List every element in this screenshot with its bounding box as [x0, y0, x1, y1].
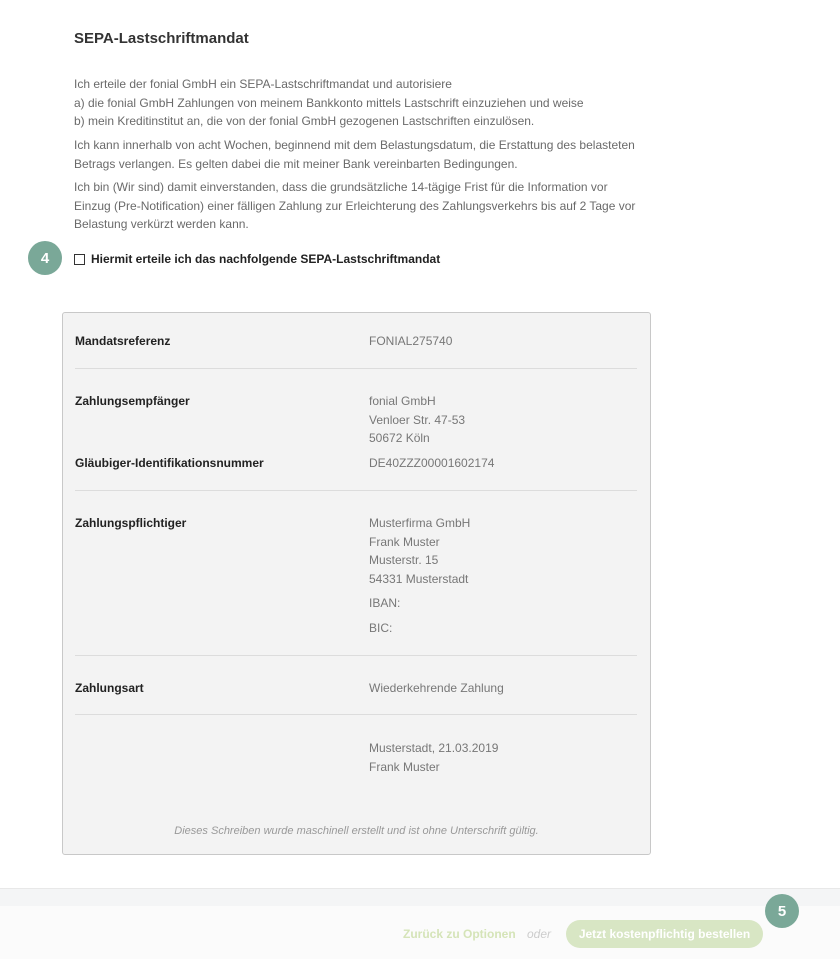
sepa-consent-checkbox[interactable]	[74, 254, 85, 265]
refund-text: Ich kann innerhalb von acht Wochen, beginnend mit dem Belastungsdatum, die Erstattung des belasteten Betrags verlangen. Es gelten dabei die mit meiner Bank vereinbarten Bedingungen.	[74, 138, 635, 171]
machine-generated-note: Dieses Schreiben wurde maschinell erstellt und ist ohne Unterschrift gültig.	[174, 825, 539, 837]
divider	[75, 655, 637, 656]
payee-address: fonial GmbH Venloer Str. 47-53 50672 Köln	[369, 394, 466, 445]
divider	[75, 714, 637, 715]
mandate-details-panel	[62, 312, 651, 855]
divider	[75, 368, 637, 369]
payment-type-value: Wiederkehrende Zahlung	[369, 681, 504, 695]
page-title: SEPA-Lastschriftmandat	[74, 30, 249, 47]
creditor-id-label: Gläubiger-Identifikationsnummer	[75, 456, 264, 470]
step-badge-5: 5	[765, 894, 799, 928]
payer-label: Zahlungspflichtiger	[75, 516, 187, 530]
signature-block: Musterstadt, 21.03.2019 Frank Muster	[369, 741, 499, 774]
bic-label: BIC:	[369, 620, 393, 635]
pre-notification-text: Ich bin (Wir sind) damit einverstanden, dass die grundsätzliche 14-tägige Frist für die Information vor Einzug (Pre-Notification) einer fälligen Zahlung zur Erleichterung des Zahlungsverkehrs bis auf 2 Tage vor Belastung verkürzt werden kann.	[74, 180, 636, 231]
back-to-options-link[interactable]: Zurück zu Optionen	[403, 927, 516, 941]
divider	[75, 490, 637, 491]
mandate-reference-value: FONIAL275740	[369, 334, 453, 348]
mandate-reference-label: Mandatsreferenz	[75, 334, 171, 348]
or-text: oder	[527, 927, 552, 941]
payment-type-label: Zahlungsart	[75, 681, 144, 695]
payer-address: Musterfirma GmbH Frank Muster Musterstr. 15 54331 Musterstadt IBAN: BIC:	[369, 514, 470, 637]
sepa-consent-checkbox-row[interactable]	[74, 252, 440, 266]
sepa-consent-label: Hiermit erteile ich das nachfolgende SEPA-Lastschriftmandat	[91, 252, 441, 266]
iban-label: IBAN:	[369, 596, 401, 610]
payee-label: Zahlungsempfänger	[75, 394, 190, 408]
mandate-intro-text: Ich erteile der fonial GmbH ein SEPA-Lastschriftmandat und autorisiere a) die fonial GmbH Zahlungen von meinem Bankkonto mittels Lastschrift einzuziehen und weise b) mein Kreditinstitut an, die von der fonial GmbH gezogenen Lastschriften einzulösen.	[74, 77, 584, 128]
creditor-id-value: DE40ZZZ00001602174	[369, 456, 495, 470]
step-badge-4: 4	[28, 241, 62, 275]
order-button[interactable]: Jetzt kostenpflichtig bestellen	[566, 920, 763, 948]
